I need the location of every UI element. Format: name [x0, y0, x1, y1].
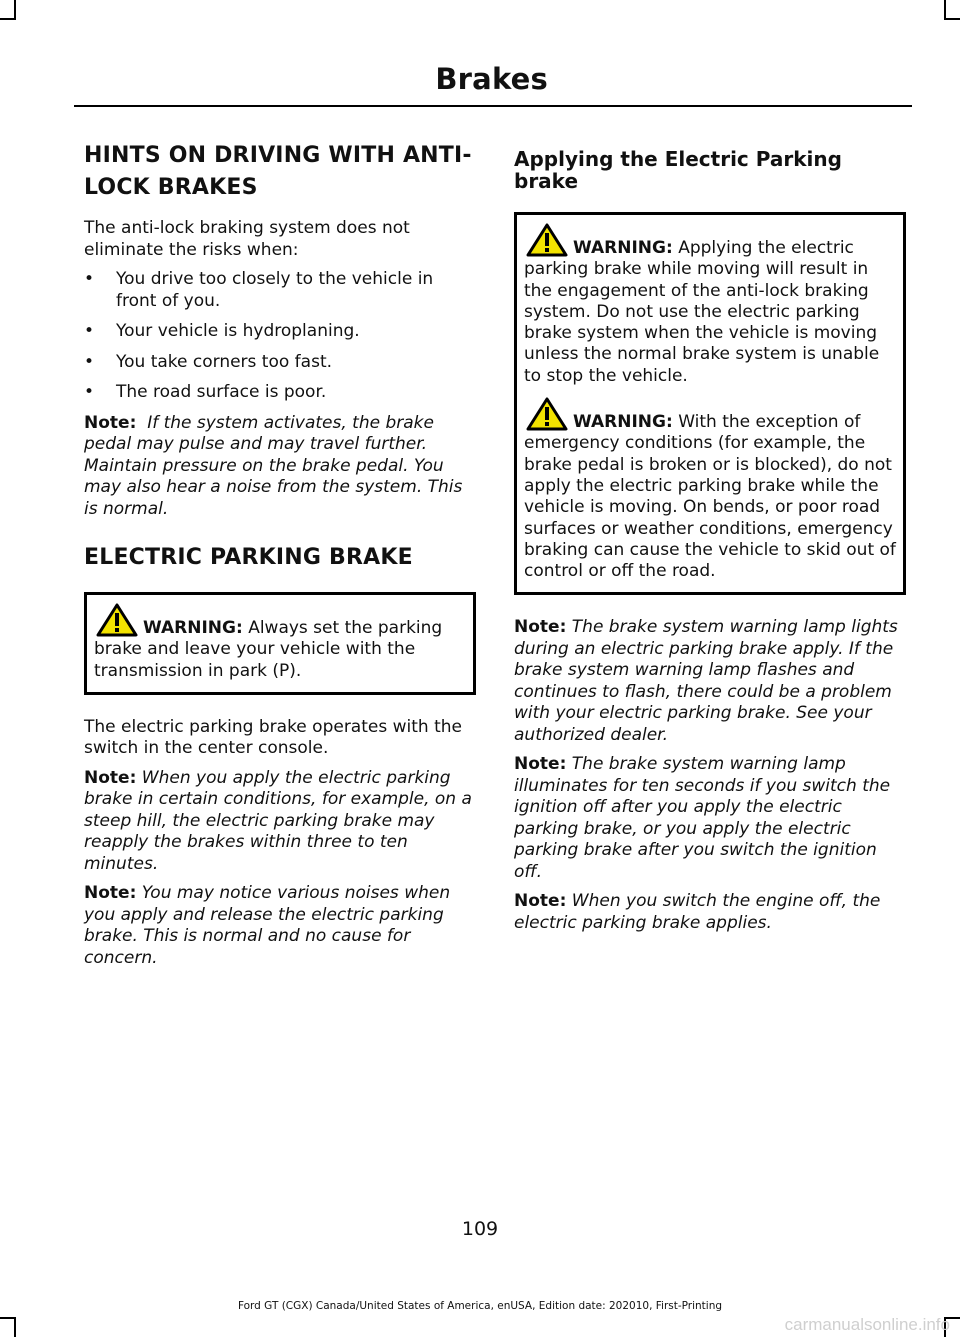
crop-mark — [14, 0, 16, 20]
bullet: • — [84, 351, 95, 372]
warning-label: WARNING: — [143, 618, 243, 638]
section-heading-apply-epb: Applying the Electric Parking brake — [514, 147, 842, 193]
crop-mark — [0, 18, 16, 20]
warning-triangle-icon — [96, 603, 138, 637]
edition-footer: Ford GT (CGX) Canada/United States of America, enUSA, Edition date: 202010, First-Printing — [237, 1300, 723, 1312]
note — [514, 754, 906, 883]
list-item — [84, 321, 476, 343]
warning-paragraph — [524, 223, 897, 387]
note-text: The brake system warning lamp lights during an electric parking brake apply. If the brake system warning lamp flashes and continues to flash, there could be a problem with your electric parking brake. See your authorized dealer. — [514, 617, 898, 745]
warning-text: With the exception of emergency conditions (for example, the brake pedal is broken or is blocked), do not apply the electric parking brake while the vehicle is moving. On bends, or poor road surfaces or weather conditions, emergency braking can cause the vehicle to skid out of control or off the road. — [524, 412, 896, 582]
list-item-text: Your vehicle is hydroplaning. — [116, 321, 360, 341]
right-column — [514, 140, 906, 942]
note-label: Note: — [84, 883, 137, 904]
watermark: carmanualsonline.info — [784, 1315, 950, 1334]
crop-mark — [0, 1317, 16, 1319]
warning-text: Always set the parking brake and leave your vehicle with the transmission in park (P). — [94, 618, 443, 681]
page-number: 109 — [461, 1218, 499, 1240]
abs-intro: The anti-lock braking system does not eliminate the risks when: — [84, 218, 410, 260]
note-text: You may notice various noises when you apply and release the electric parking brake. This is normal and no cause for concern. — [84, 883, 451, 968]
warning-label: WARNING: — [573, 238, 673, 258]
warning-paragraph — [94, 603, 467, 682]
note-text: When you apply the electric parking brake in certain conditions, for example, on a steep hill, the electric parking brake may reapply the brakes within three to ten minutes. — [84, 767, 472, 874]
left-column — [84, 140, 476, 977]
note-text: When you switch the engine off, the electric parking brake applies. — [514, 891, 881, 933]
bullet: • — [84, 269, 95, 289]
note — [514, 617, 906, 746]
list-item — [84, 269, 476, 312]
note — [514, 891, 906, 934]
warning-triangle-icon — [526, 397, 568, 431]
note-text: The brake system warning lamp illuminates for ten seconds if you switch the ignition off after you apply the electric parking brake, or you apply the electric parking brake after you switch the ignition off. — [514, 754, 891, 882]
bullet: • — [84, 321, 95, 341]
warning-box — [514, 212, 906, 595]
note-label: Note: — [514, 754, 567, 775]
warning-text: Applying the electric parking brake while moving will result in the engagement of the anti-lock braking system. Do not use the electric parking brake system when the vehicle is moving unless the normal brake system is unable to stop the vehicle. — [524, 238, 880, 386]
note-label: Note: — [514, 617, 567, 638]
warning-box — [84, 592, 476, 695]
note-label: Note: — [514, 891, 567, 912]
crop-mark — [944, 18, 960, 20]
note-label: Note: — [84, 412, 137, 433]
section-heading-abs: HINTS ON DRIVING WITH ANTI-LOCK BRAKES — [84, 143, 472, 200]
note — [84, 768, 476, 876]
list-item — [84, 352, 476, 374]
crop-mark — [14, 1317, 16, 1337]
page-header-title: Brakes — [435, 62, 548, 96]
note-abs — [84, 413, 476, 521]
list-item-text: The road surface is poor. — [116, 382, 327, 402]
warning-label: WARNING: — [573, 412, 673, 433]
list-item-text: You take corners too fast. — [116, 351, 333, 372]
note-label: Note: — [84, 767, 137, 788]
crop-mark — [944, 0, 946, 20]
epb-intro: The electric parking brake operates with the switch in the center console. — [84, 716, 462, 759]
header-divider — [74, 105, 912, 107]
note-text: If the system activates, the brake pedal may pulse and may travel further. Maintain pressure on the brake pedal. You may also hear a noise from the system. This is normal. — [84, 412, 463, 519]
abs-risk-list — [84, 269, 476, 404]
note — [84, 883, 476, 969]
bullet: • — [84, 382, 95, 402]
list-item-text: You drive too closely to the vehicle in front of you. — [116, 269, 434, 311]
warning-paragraph — [524, 397, 897, 582]
list-item — [84, 382, 476, 404]
section-heading-epb: ELECTRIC PARKING BRAKE — [84, 545, 413, 570]
warning-triangle-icon — [526, 223, 568, 257]
